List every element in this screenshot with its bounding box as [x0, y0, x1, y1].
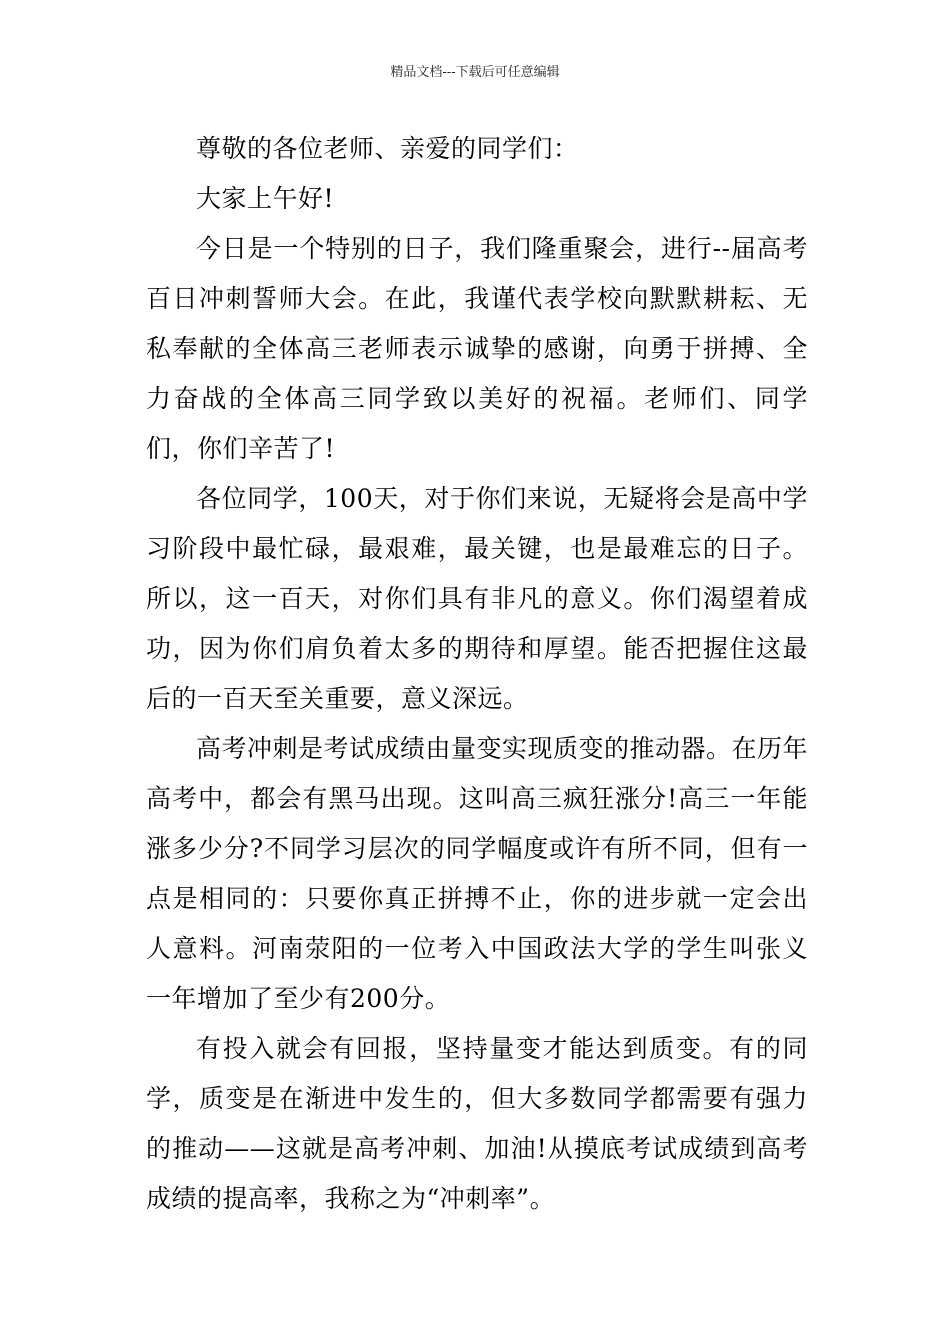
page-header: 精品文档---下载后可任意编辑 — [390, 65, 560, 80]
salutation-paragraph: 尊敬的各位老师、亲爱的同学们： — [196, 134, 579, 163]
greeting-paragraph: 大家上午好! — [196, 184, 335, 213]
document-body — [146, 124, 808, 1224]
body-paragraph: 高考冲刺是考试成绩由量变实现质变的推动器。在历年高考中，都会有黑马出现。这叫高三疯狂涨分!高三一年能涨多少分?不同学习层次的同学幅度或许有所不同，但有一点是相同的：只要你真正拼搏不止，你的进步就一定会出人意料。河南荥阳的一位考入中国政法大学的学生叫张义一年增加了至少有200分。 — [146, 734, 809, 1013]
body-paragraph: 有投入就会有回报，坚持量变才能达到质变。有的同学，质变是在渐进中发生的，但大多数同学都需要有强力的推动——这就是高考冲刺、加油!从摸底考试成绩到高考成绩的提高率，我称之为“冲刺率”。 — [146, 1034, 808, 1213]
body-paragraph: 今日是一个特别的日子，我们隆重聚会，进行--届高考百日冲刺誓师大会。在此，我谨代表学校向默默耕耘、无私奉献的全体高三老师表示诚挚的感谢，向勇于拼搏、全力奋战的全体高三同学致以美好的祝福。老师们、同学们，你们辛苦了! — [146, 234, 808, 463]
body-paragraph: 各位同学，100天，对于你们来说，无疑将会是高中学习阶段中最忙碌，最艰难，最关键，也是最难忘的日子。所以，这一百天，对你们具有非凡的意义。你们渴望着成功，因为你们肩负着太多的期待和厚望。能否把握住这最后的一百天至关重要，意义深远。 — [146, 484, 808, 713]
